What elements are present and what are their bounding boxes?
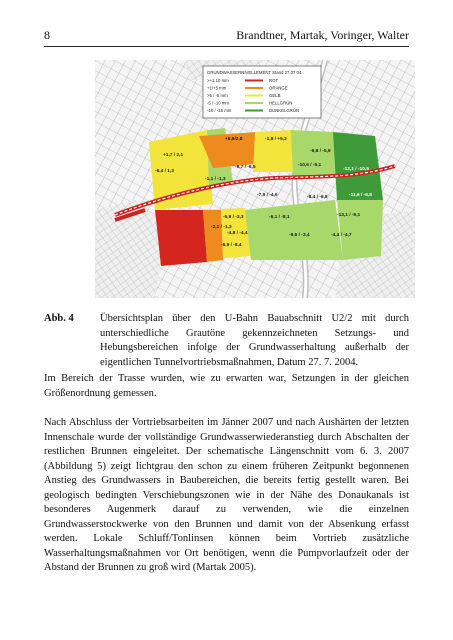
value-label: -12,1 / -10,5 [343, 167, 369, 172]
legend-range: >5 / -5 mm [207, 93, 228, 98]
value-label: -8,4 / -8,8 [307, 195, 328, 200]
settlement-map [95, 60, 415, 298]
value-label: -6,4 / 1,3 [155, 169, 174, 174]
body-paragraph: Im Bereich der Trasse wurden, wie zu erwarten war, Setzungen in der gleichen Größenordnung gemessen. [44, 373, 409, 399]
legend-color-name: GELB [269, 93, 281, 98]
value-label: -1,8 / +5,2 [265, 137, 287, 142]
legend-range: -10 / -15 mm [207, 108, 232, 113]
value-label: -11,6 / -6,8 [349, 193, 372, 198]
value-label: -4,8 / -4,4 [227, 231, 248, 236]
running-head: Brandtner, Martak, Voringer, Walter [236, 28, 409, 42]
value-label: -9,7 / -6,5 [235, 165, 256, 170]
page-header [44, 28, 409, 48]
legend-title: GRUNDWASSERNIVELLEMENT Stand 27.07.04 [207, 70, 302, 75]
zone-lightgreen-east [337, 200, 383, 260]
legend-range: -5 / -10 mm [207, 100, 229, 106]
legend-range: +1/+5 mm [207, 85, 227, 91]
zone-red-southwest [155, 210, 207, 266]
value-label: -9,6 / -3,4 [289, 233, 310, 238]
header-rule [44, 46, 409, 47]
legend-color-name: ROT [269, 78, 279, 83]
value-label: -1,1 / -1,3 [205, 177, 226, 182]
value-label: +5,9/2,8 [225, 137, 243, 142]
value-label: -6,9 / -8,4 [221, 243, 242, 248]
value-label: -7,9 / -4,9 [257, 193, 278, 198]
value-label: -4,4 / -4,7 [331, 233, 352, 238]
legend-color-name: DUNKELGRÜN [269, 108, 300, 113]
page-number: 8 [44, 28, 50, 42]
caption-text: Übersichtsplan über den U-Bahn Bauabschnitt U2/2 mit durch unterschiedliche Grautöne gekennzeichneten Setzungs- und Hebungsbereichen infolge der Grundwasserhaltung außerhalb der eigentlichen Tunnelvortriebsmaßnahmen, Datum 27. 7. 2004. [100, 313, 409, 368]
value-label: -10,6 / -5,1 [298, 163, 322, 168]
map-legend [203, 66, 321, 118]
body-paragraph: Nach Abschluss der Vortriebsarbeiten im Jänner 2007 und nach Aushärten der letzten Innenschale wurde der vollständige Grundwasserwiederanstieg durch Abschalten der restlichen Brunnen eingeleitet. Der schematische Längenschnitt vom 6. 3. 2007 (Abbildung 5) zeigt lichtgrau den schon zu einem früheren Zeitpunkt begonnenen Anstieg des Grundwassers in Baubereichen, die bereits fertig gestellt waren. Bei geologisch bedingten Verschiebungszonen wie in der Nähe des Donaukanals ist besonderes Augenmerk darauf zu verwenden, wie die einzelnen Grundwasserstockwerke von den Brunnen und damit von der Absenkung erfasst werden. Lokale Schluff/Tonlinsen können beim Vortrieb zusätzliche Wasserhaltungsmaßnahmen vor Ort benötigen, wenn die Pumpvorlaufzeit oder der Abstand der Brunnen zu groß wird (Martak 2005). [44, 417, 409, 573]
legend-color-name: ORANGE [269, 85, 288, 91]
value-label: -2,1 / -1,3 [211, 225, 232, 230]
zone-lightgreen-south [245, 200, 343, 260]
value-label: -9,8 / -5,9 [310, 149, 331, 154]
value-label: -5,9 / -3,3 [223, 215, 244, 220]
value-label: +1,7 / 2,1 [163, 153, 184, 158]
legend-range: >+1.10 mm [207, 78, 229, 83]
legend-color-name: HELLGRÜN [269, 100, 293, 106]
zone-darkgreen-east [333, 132, 383, 200]
settlement-map-figure [95, 60, 415, 298]
value-label: -6,1 / -8,1 [269, 215, 290, 220]
value-label: -13,1 / -9,1 [337, 213, 361, 218]
caption-label: Abb. 4 [44, 313, 74, 324]
zone-lightgreen-center [291, 130, 337, 178]
